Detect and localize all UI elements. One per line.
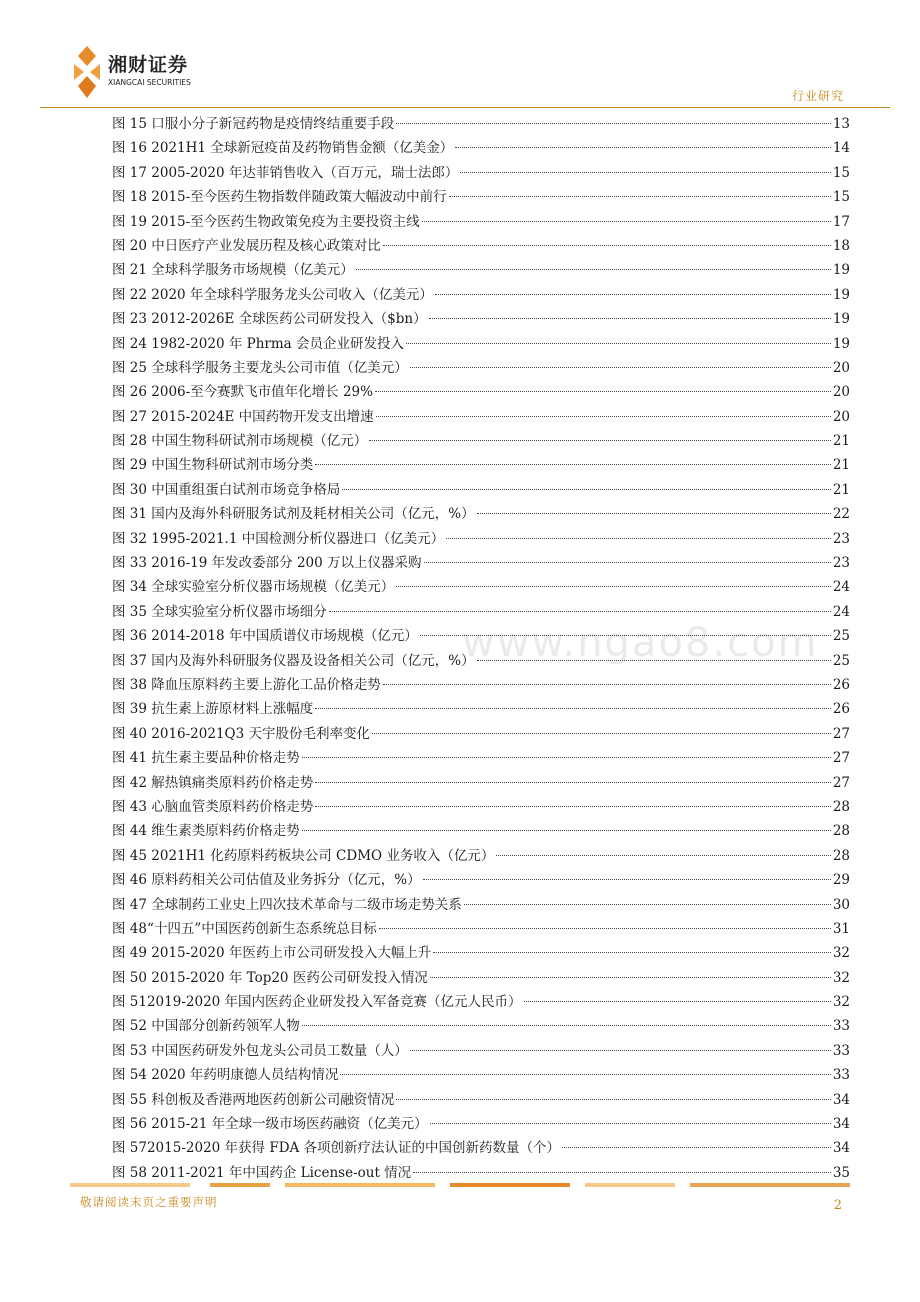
toc-entry-page: 21: [832, 481, 850, 498]
toc-entry-page: 34: [832, 1140, 850, 1157]
toc-entry-title: 图 37 国内及海外科研服务仪器及设备相关公司（亿元，%）: [112, 652, 475, 669]
toc-leader-dots: [315, 806, 831, 807]
toc-entry-title: 图 18 2015-至今医药生物指数伴随政策大幅波动中前行: [112, 189, 447, 206]
toc-entry[interactable]: [112, 746, 850, 770]
watermark-text: www.ngao8.com: [462, 620, 819, 666]
toc-leader-dots: [302, 830, 831, 831]
section-label: 行业研究: [791, 89, 844, 103]
toc-entry-page: 28: [832, 823, 850, 840]
toc-entry-page: 19: [832, 286, 850, 303]
toc-entry-title: 图 40 2016-2021Q3 天宇股份毛利率变化: [112, 725, 370, 742]
toc-leader-dots: [375, 391, 831, 392]
toc-entry[interactable]: [112, 649, 850, 673]
toc-entry-title: 图 25 全球科学服务主要龙头公司市值（亿美元）: [112, 359, 408, 376]
toc-entry-page: 17: [832, 213, 850, 230]
toc-entry[interactable]: [112, 527, 850, 551]
toc-entry-page: 27: [832, 774, 850, 791]
toc-leader-dots: [376, 416, 831, 417]
toc-leader-dots: [329, 611, 831, 612]
toc-entry-page: 15: [832, 189, 850, 206]
toc-entry-page: 30: [832, 896, 850, 913]
toc-entry-page: 34: [832, 1091, 850, 1108]
toc-entry-title: 图 27 2015-2024E 中国药物开发支出增速: [112, 408, 374, 425]
toc-leader-dots: [433, 952, 830, 953]
toc-entry-page: 19: [832, 262, 850, 279]
toc-leader-dots: [477, 660, 831, 661]
toc-entry-page: 23: [832, 555, 850, 572]
toc-leader-dots: [383, 684, 831, 685]
toc-entry-title: 图 42 解热镇痛类原料药价格走势: [112, 774, 314, 791]
logo-chinese-name: 湘财证券: [108, 54, 189, 76]
toc-leader-dots: [372, 733, 831, 734]
toc-entry-page: 19: [832, 311, 850, 328]
toc-entry[interactable]: [112, 478, 850, 502]
toc-leader-dots: [524, 1001, 831, 1002]
toc-entry-title: 图 26 2006-至今赛默飞市值年化增长 29%: [112, 384, 373, 401]
toc-entry[interactable]: [112, 283, 850, 307]
toc-entry-page: 33: [832, 1018, 850, 1035]
toc-entry[interactable]: [112, 356, 850, 380]
toc-entry-title: 图 30 中国重组蛋白试剂市场竞争格局: [112, 481, 341, 498]
toc-entry-title: 图 22 2020 年全球科学服务龙头公司收入（亿美元）: [112, 286, 433, 303]
toc-entry[interactable]: [112, 697, 850, 721]
toc-entry-title: 图 35 全球实验室分析仪器市场细分: [112, 603, 327, 620]
toc-leader-dots: [356, 269, 831, 270]
toc-entry[interactable]: [112, 136, 850, 160]
toc-entry[interactable]: [112, 258, 850, 282]
toc-entry[interactable]: [112, 551, 850, 575]
toc-entry-title: 图 46 原料药相关公司估值及业务拆分（亿元，%）: [112, 872, 421, 889]
toc-leader-dots: [496, 855, 830, 856]
toc-leader-dots: [423, 879, 831, 880]
toc-entry[interactable]: [112, 771, 850, 795]
toc-entry[interactable]: [112, 1014, 850, 1038]
toc-entry[interactable]: [112, 844, 850, 868]
toc-entry-title: 图 49 2015-2020 年医药上市公司研发投入大幅上升: [112, 945, 432, 962]
toc-entry-title: 图 16 2021H1 全球新冠疫苗及药物销售金额（亿美金）: [112, 140, 454, 157]
toc-leader-dots: [477, 513, 831, 514]
toc-entry-title: 图 41 抗生素主要品种价格走势: [112, 750, 300, 767]
toc-leader-dots: [383, 245, 831, 246]
toc-entry-title: 图 21 全球科学服务市场规模（亿美元）: [112, 262, 354, 279]
toc-entry-title: 图 512019-2020 年国内医药企业研发投入军备竞赛（亿元人民币）: [112, 994, 522, 1011]
page-number: 2: [833, 1198, 842, 1213]
toc-entry[interactable]: [112, 1112, 850, 1136]
toc-entry-title: 图 572015-2020 年获得 FDA 各项创新疗法认证的中国创新药数量（个）: [112, 1140, 561, 1157]
toc-entry-page: 21: [832, 433, 850, 450]
toc-leader-dots: [429, 318, 831, 319]
toc-entry-title: 图 56 2015-21 年全球一级市场医药融资（亿美元）: [112, 1116, 428, 1133]
toc-leader-dots: [446, 538, 831, 539]
toc-entry-title: 图 53 中国医药研发外包龙头公司员工数量（人）: [112, 1042, 408, 1059]
toc-entry[interactable]: [112, 575, 850, 599]
toc-leader-dots: [342, 489, 831, 490]
toc-leader-dots: [420, 635, 831, 636]
logo-english-name: XIANGCAI SECURITIES: [108, 78, 191, 87]
toc-entry[interactable]: [112, 941, 850, 965]
toc-entry-page: 19: [832, 335, 850, 352]
toc-entry-page: 14: [832, 140, 850, 157]
company-logo: [70, 46, 210, 102]
toc-entry-page: 25: [832, 628, 850, 645]
toc-entry[interactable]: [112, 990, 850, 1014]
toc-entry-page: 28: [832, 847, 850, 864]
toc-entry-page: 26: [832, 701, 850, 718]
toc-entry-page: 25: [832, 652, 850, 669]
disclaimer-note: 敬请阅读末页之重要声明: [80, 1195, 218, 1209]
toc-entry-title: 图 45 2021H1 化药原料药板块公司 CDMO 业务收入（亿元）: [112, 847, 495, 864]
toc-entry[interactable]: [112, 722, 850, 746]
toc-entry-title: 图 50 2015-2020 年 Top20 医药公司研发投入情况: [112, 969, 428, 986]
toc-leader-dots: [460, 172, 830, 173]
toc-leader-dots: [302, 757, 831, 758]
toc-entry[interactable]: [112, 966, 850, 990]
toc-entry-page: 33: [832, 1042, 850, 1059]
toc-entry[interactable]: [112, 380, 850, 404]
toc-entry-title: 图 43 心脑血管类原料药价格走势: [112, 798, 314, 815]
toc-leader-dots: [562, 1147, 831, 1148]
toc-entry[interactable]: [112, 868, 850, 892]
toc-entry-title: 图 54 2020 年药明康德人员结构情况: [112, 1067, 339, 1084]
toc-entry-page: 33: [832, 1067, 850, 1084]
toc-entry-title: 图 39 抗生素上游原材料上涨幅度: [112, 701, 314, 718]
toc-leader-dots: [430, 977, 831, 978]
toc-entry[interactable]: [112, 502, 850, 526]
toc-leader-dots: [464, 904, 831, 905]
toc-entry-page: 21: [832, 457, 850, 474]
toc-entry-page: 32: [832, 994, 850, 1011]
toc-entry[interactable]: [112, 112, 850, 136]
toc-entry-page: 20: [832, 359, 850, 376]
toc-entry[interactable]: [112, 1088, 850, 1112]
toc-entry-page: 24: [832, 579, 850, 596]
toc-entry-title: 图 29 中国生物科研试剂市场分类: [112, 457, 314, 474]
toc-entry-title: 图 44 维生素类原料药价格走势: [112, 823, 300, 840]
toc-entry-title: 图 28 中国生物科研试剂市场规模（亿元）: [112, 433, 368, 450]
toc-entry-page: 32: [832, 969, 850, 986]
toc-entry[interactable]: [112, 185, 850, 209]
toc-entry[interactable]: [112, 893, 850, 917]
toc-entry-title: 图 38 降血压原料药主要上游化工品价格走势: [112, 676, 381, 693]
toc-entry-title: 图 23 2012-2026E 全球医药公司研发投入（$bn）: [112, 311, 427, 328]
toc-entry[interactable]: [112, 453, 850, 477]
toc-leader-dots: [406, 343, 831, 344]
toc-entry-page: 35: [832, 1164, 850, 1181]
toc-entry-title: 图 19 2015-至今医药生物政策免疫为主要投资主线: [112, 213, 420, 230]
toc-leader-dots: [396, 123, 831, 124]
toc-entry-title: 图 31 国内及海外科研服务试剂及耗材相关公司（亿元，%）: [112, 506, 475, 523]
toc-entry-page: 27: [832, 750, 850, 767]
toc-entry-page: 26: [832, 676, 850, 693]
footer-decorative-band: [70, 1183, 850, 1187]
toc-entry-title: 图 55 科创板及香港两地医药创新公司融资情况: [112, 1091, 395, 1108]
toc-leader-dots: [435, 294, 831, 295]
toc-entry-title: 图 52 中国部分创新药领军人物: [112, 1018, 300, 1035]
toc-entry-page: 22: [832, 506, 850, 523]
toc-entry[interactable]: [112, 234, 850, 258]
toc-entry-page: 15: [832, 164, 850, 181]
toc-entry-title: 图 15 口服小分子新冠药物是疫情终结重要手段: [112, 116, 395, 132]
toc-entry-page: 23: [832, 530, 850, 547]
toc-leader-dots: [455, 147, 831, 148]
toc-entry[interactable]: [112, 1136, 850, 1160]
toc-entry[interactable]: [112, 161, 850, 185]
toc-leader-dots: [422, 221, 831, 222]
toc-entry-title: 图 32 1995-2021.1 中国检测分析仪器进口（亿美元）: [112, 530, 445, 547]
header-divider: [40, 107, 890, 108]
toc-entry-page: 20: [832, 408, 850, 425]
toc-entry-page: 28: [832, 798, 850, 815]
toc-entry-title: 图 48“十四五”中国医药创新生态系统总目标: [112, 920, 377, 937]
toc-entry-title: 图 36 2014-2018 年中国质谱仪市场规模（亿元）: [112, 628, 418, 645]
toc-entry-page: 27: [832, 725, 850, 742]
toc-leader-dots: [449, 196, 831, 197]
toc-entry[interactable]: [112, 673, 850, 697]
toc-entry[interactable]: [112, 1063, 850, 1087]
toc-leader-dots: [369, 440, 831, 441]
toc-leader-dots: [410, 367, 831, 368]
toc-leader-dots: [340, 1074, 830, 1075]
toc-entry-page: 24: [832, 603, 850, 620]
toc-entry-page: 18: [832, 237, 850, 254]
toc-entry-page: 31: [832, 920, 850, 937]
toc-entry-title: 图 58 2011-2021 年中国药企 License-out 情况: [112, 1164, 412, 1181]
toc-entry-page: 32: [832, 945, 850, 962]
toc-entry-title: 图 33 2016-19 年发改委部分 200 万以上仪器采购: [112, 555, 422, 572]
toc-entry-page: 34: [832, 1116, 850, 1133]
toc-leader-dots: [302, 1025, 831, 1026]
toc-leader-dots: [379, 928, 831, 929]
toc-leader-dots: [413, 1172, 831, 1173]
toc-leader-dots: [410, 1050, 831, 1051]
toc-entry[interactable]: [112, 1039, 850, 1063]
toc-entry[interactable]: [112, 307, 850, 331]
toc-entry-title: 图 47 全球制药工业史上四次技术革命与二级市场走势关系: [112, 896, 462, 913]
toc-leader-dots: [424, 562, 831, 563]
toc-entry-title: 图 17 2005-2020 年达菲销售收入（百万元，瑞士法郎）: [112, 164, 459, 181]
toc-entry-page: 13: [832, 116, 850, 132]
page-header: [0, 0, 920, 112]
toc-entry[interactable]: [112, 917, 850, 941]
toc-leader-dots: [430, 1123, 831, 1124]
toc-entry[interactable]: [112, 210, 850, 234]
figure-list: [112, 112, 850, 1185]
logo-mark-icon: [70, 46, 104, 98]
toc-entry[interactable]: [112, 624, 850, 648]
toc-entry[interactable]: [112, 600, 850, 624]
toc-entry[interactable]: [112, 1161, 850, 1185]
toc-entry[interactable]: [112, 429, 850, 453]
toc-entry-page: 20: [832, 384, 850, 401]
toc-leader-dots: [396, 1099, 831, 1100]
toc-leader-dots: [315, 782, 831, 783]
toc-leader-dots: [315, 708, 831, 709]
toc-leader-dots: [315, 464, 831, 465]
toc-leader-dots: [396, 586, 831, 587]
toc-entry[interactable]: [112, 332, 850, 356]
toc-entry[interactable]: [112, 405, 850, 429]
toc-entry-page: 29: [832, 872, 850, 889]
toc-entry-title: 图 24 1982-2020 年 Phrma 会员企业研发投入: [112, 335, 404, 352]
toc-entry-title: 图 34 全球实验室分析仪器市场规模（亿美元）: [112, 579, 395, 596]
toc-entry-title: 图 20 中日医疗产业发展历程及核心政策对比: [112, 237, 381, 254]
toc-entry[interactable]: [112, 819, 850, 843]
toc-entry[interactable]: [112, 795, 850, 819]
